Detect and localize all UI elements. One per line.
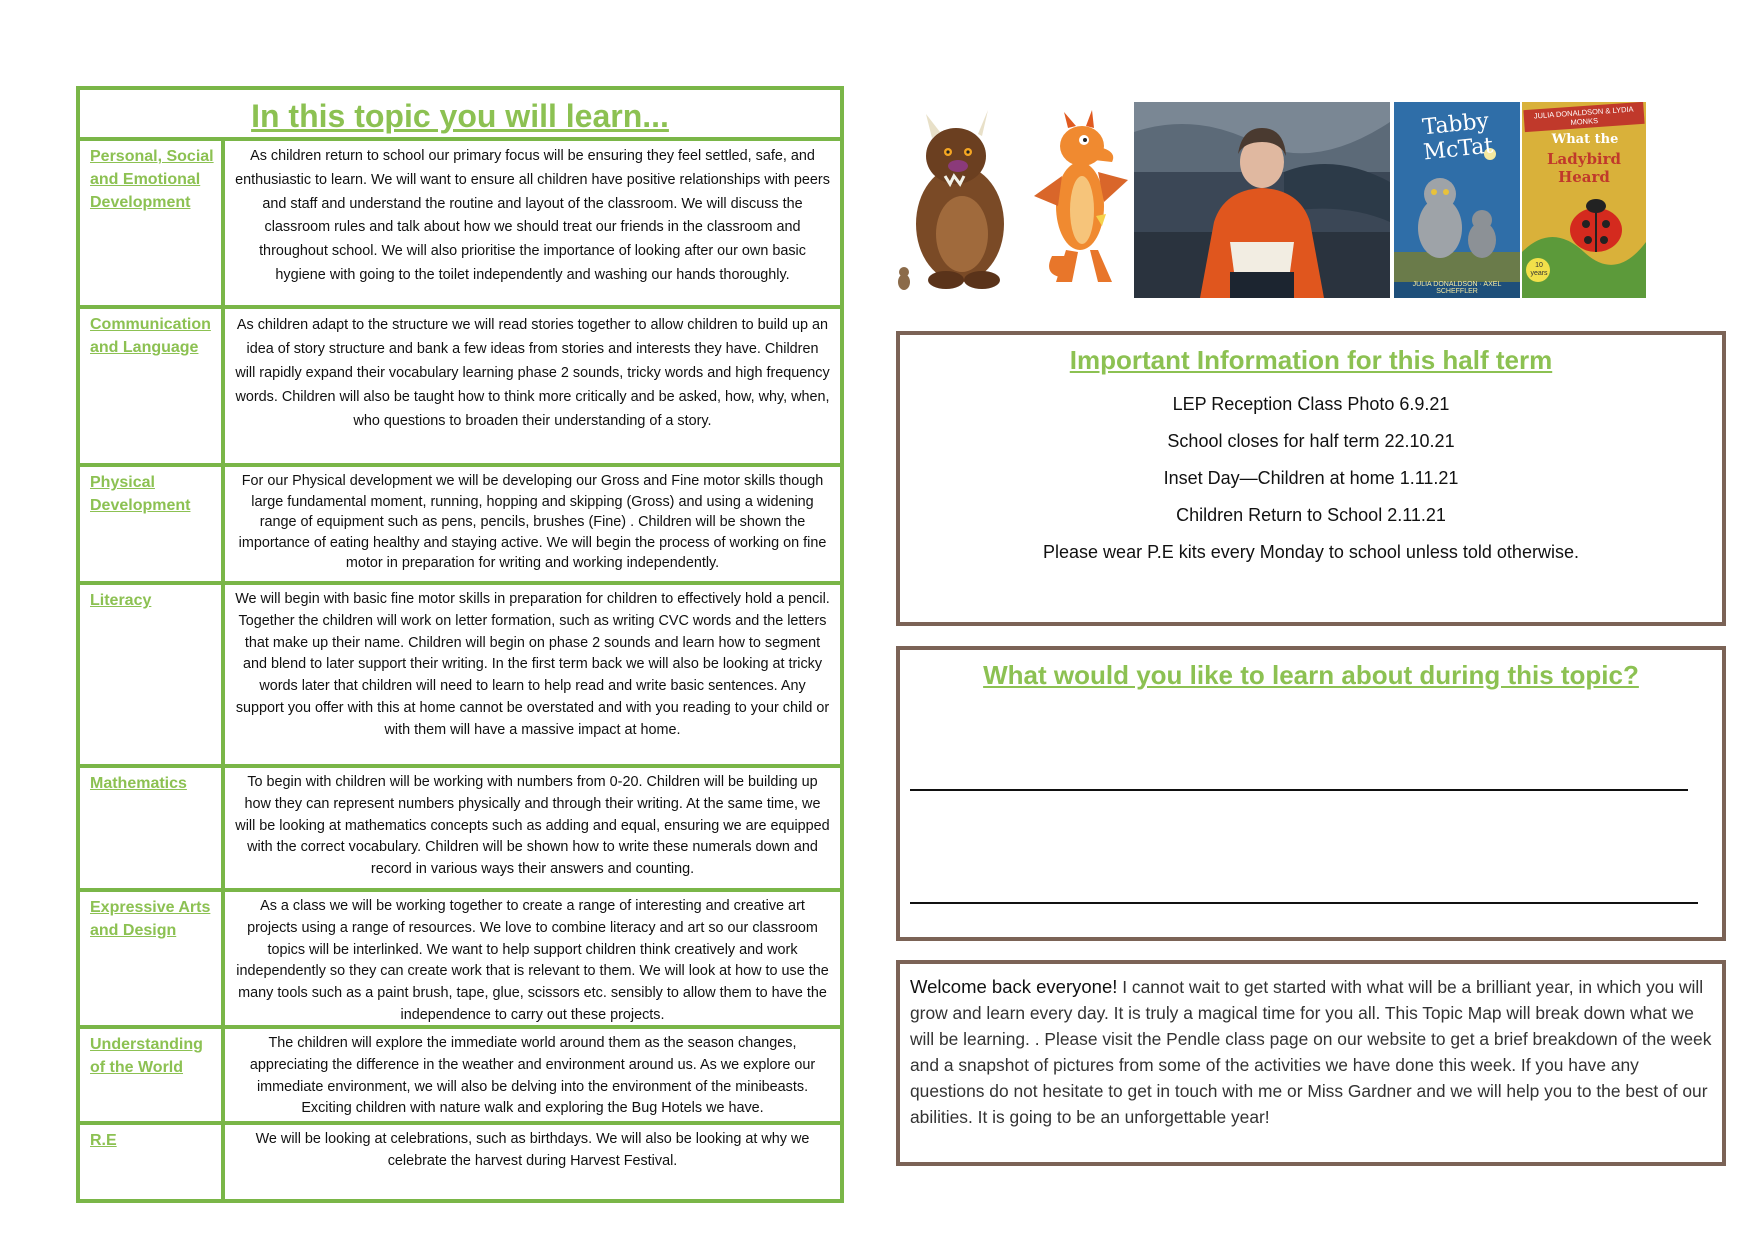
topic-row-literacy — [80, 585, 840, 768]
welcome-text: I cannot wait to get started with what will be a brilliant year, in which you will grow and learn every day. It is truly a magical time for you all. This Topic Map will break down what we will be learning. . Please visit the Pendle class page on our website to get a brief breakdown of the week and a snapshot of pictures from some of the activities we have done this week. If you have any questions do not hesitate to get in touch with me or Miss Gardner and we will help you to the best of our abilities. It is going to be an unforgettable year! — [910, 977, 1712, 1127]
info-item: Please wear P.E kits every Monday to school unless told otherwise. — [1043, 542, 1579, 562]
info-item: School closes for half term 22.10.21 — [1167, 431, 1455, 451]
book1-title: Tabby McTat — [1421, 108, 1495, 166]
book2-title-line2: Ladybird Heard — [1546, 150, 1622, 186]
topic-row-understanding-world — [80, 1029, 840, 1125]
topic-row-label[interactable]: R.E — [90, 1132, 117, 1149]
topic-row-expressive-arts — [80, 892, 840, 1029]
topic-row-psed — [80, 141, 840, 309]
answer-line-1[interactable] — [910, 789, 1688, 791]
book2-title-line1: What the — [1551, 132, 1619, 147]
topic-row-mathematics — [80, 768, 840, 892]
topic-row-label[interactable]: Mathematics — [90, 775, 187, 792]
topic-row-text: We will be looking at celebrations, such as birthdays. We will also be looking at why we celebrate the harvest during Harvest Festival. — [255, 1131, 810, 1169]
dragon-illustration — [1032, 106, 1130, 286]
topic-title: In this topic you will learn... — [251, 98, 669, 134]
topic-row-text: The children will explore the immediate world around them as the season changes, appreciating the difference in the weather and environment around us. As we explore our immediate environment, we will also be delving into the environment of the minibeasts. Exciting children with nature walk and exploring the Bug Hotels we have. — [249, 1035, 816, 1117]
topic-header — [80, 90, 840, 141]
welcome-box — [896, 960, 1726, 1166]
book2-authors: JULIA DONALDSON & LYDIA MONKS — [1523, 102, 1644, 132]
question-box — [896, 646, 1726, 941]
topic-row-text: As children return to school our primary focus will be ensuring they feel settled, safe, and enthusiastic to learn. We will want to ensure all children have positive relationships with peers and staff and understand the routine and layout of the classroom. We will discuss the classroom rules and talk about how we should treat our friends in the classroom and throughout school. We will also prioritise the importance of looking after our own basic hygiene with going to the toilet independently and washing our hands thoroughly. — [235, 148, 830, 283]
important-info-box — [896, 331, 1726, 626]
topic-row-label[interactable]: Expressive Arts and Design — [90, 899, 211, 939]
answer-line-2[interactable] — [910, 902, 1698, 904]
topic-table — [76, 86, 844, 1203]
important-info-heading: Important Information for this half term — [1069, 345, 1553, 375]
topic-row-text: For our Physical development we will be developing our Gross and Fine motor skills though large fundamental moment, running, hopping and skipping (Gross) and using a widening range of equipment such as pens, pencils, brushes (Fine) . Children will be shown the importance of eating healthy and staying active. We will begin the process of working on fine motor in preparation for writing and working independently. — [238, 473, 827, 571]
topic-row-text: As a class we will be working together to create a range of interesting and creative art projects using a range of resources. We love to combine literacy and art so our classroom topics will be interlinked. We want to help support children think creatively and work independently so they can create work that is relevant to them. We will look at how to use the many tools such as a paint brush, tape, glue, scissors etc. sensibly to allow them to have the independence to carry out these projects. — [236, 898, 829, 1023]
topic-row-re — [80, 1125, 840, 1199]
topic-row-physical — [80, 467, 840, 585]
gruffalo-illustration — [890, 104, 1026, 294]
image-strip — [890, 100, 1720, 302]
info-item: Inset Day—Children at home 1.11.21 — [1163, 468, 1459, 488]
book-cover-ladybird-heard — [1522, 102, 1646, 298]
book-cover-tabby-mctat — [1394, 102, 1520, 298]
book2-badge: 10 years — [1530, 262, 1548, 277]
info-item: Children Return to School 2.11.21 — [1176, 505, 1446, 525]
welcome-paragraph — [910, 974, 1714, 1130]
topic-row-text: We will begin with basic fine motor skills in preparation for children to effectively hold a pencil. Together the children will work on letter formation, such as writing CVC words and the letters that make up their name. Children will begin on phase 2 sounds and learn how to segment and blend to later support their writing. In the first term back we will also be looking at tricky words later that children will need to learn to help read and write basic sentences. Any support you offer with this at home cannot be overstated and with you reading to your child or with them will have a massive impact at home. — [235, 591, 830, 738]
topic-row-text: As children adapt to the structure we will read stories together to allow children to build up an idea of story structure and bank a few ideas from stories and interests they have. Children will rapidly expand their vocabulary learning phase 2 sounds, tricky words and high frequency words. Children will also be taught how to think more critically and be asked, how, why, when, who questions to broaden their understanding of a story. — [235, 317, 830, 429]
topic-row-label[interactable]: Understanding of the World — [90, 1036, 203, 1076]
topic-row-text: To begin with children will be working with numbers from 0-20. Children will be building up how they can represent numbers physically and through their writing. At the same time, we will be looking at mathematics concepts such as adding and equal, ensuring we are equipped with the correct vocabulary. Children will be shown how to write these numerals down and record in various ways their answers and counting. — [235, 774, 830, 878]
book1-authors: JULIA DONALDSON · AXEL SCHEFFLER — [1412, 281, 1502, 295]
welcome-lead: Welcome back everyone! — [910, 976, 1118, 997]
topic-row-label[interactable]: Personal, Social and Emotional Development — [90, 148, 214, 211]
author-portrait-painting — [1134, 102, 1390, 298]
topic-row-label[interactable]: Communication and Language — [90, 316, 211, 356]
info-item: LEP Reception Class Photo 6.9.21 — [1172, 394, 1450, 414]
topic-row-label[interactable]: Physical Development — [90, 474, 191, 514]
topic-row-label[interactable]: Literacy — [90, 592, 152, 609]
question-heading: What would you like to learn about during this topic? — [983, 660, 1639, 690]
topic-row-communication — [80, 309, 840, 467]
